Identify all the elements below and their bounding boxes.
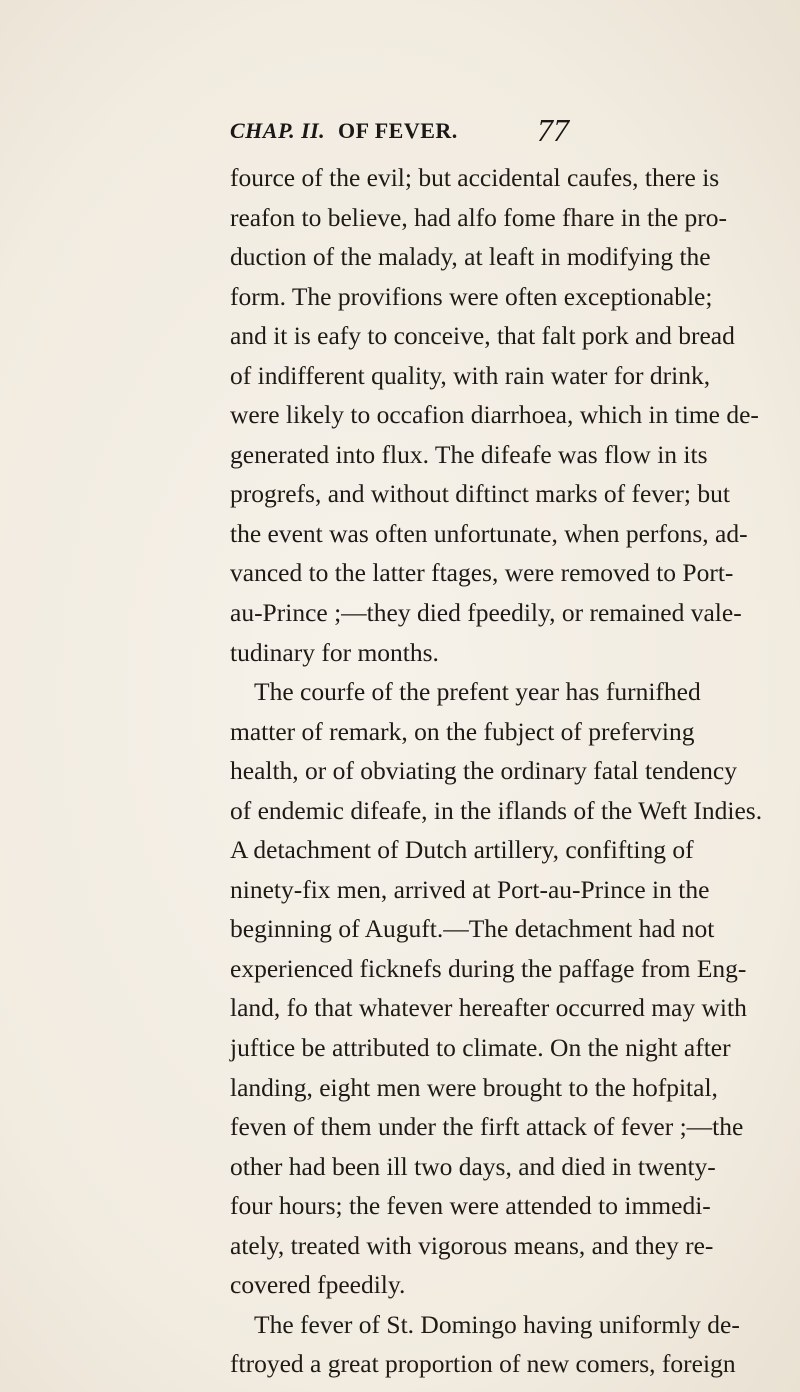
text-line: tudinary for months. bbox=[230, 637, 439, 667]
running-header bbox=[0, 112, 800, 156]
text-line: four hours; the feven were attended to immedi- bbox=[230, 1191, 711, 1221]
text-line: beginning of Auguft.—The detachment had not bbox=[230, 914, 715, 944]
text-line: generated into flux. The difeafe was flow in its bbox=[230, 439, 708, 469]
text-line: land, fo that whatever hereafter occurred may with bbox=[230, 993, 747, 1023]
text-line: ninety-fix men, arrived at Port-au-Prince in the bbox=[230, 874, 710, 904]
text-line: progrefs, and without diftinct marks of fever; but bbox=[230, 479, 730, 509]
text-line: covered fpeedily. bbox=[230, 1270, 406, 1300]
header-title: OF FEVER. bbox=[338, 118, 458, 143]
text-line: The fever of St. Domingo having uniformly de- bbox=[254, 1309, 740, 1339]
text-line: The courfe of the prefent year has furnifhed bbox=[254, 677, 701, 707]
text-line: experienced ficknefs during the paffage from Eng- bbox=[230, 953, 747, 983]
text-line: of endemic difeafe, in the iflands of the Weft Indies. bbox=[230, 795, 763, 825]
text-line: landing, eight men were brought to the hofpital, bbox=[230, 1072, 718, 1102]
text-line: reafon to believe, had alfo fome fhare in the pro- bbox=[230, 202, 728, 232]
page-number: 77 bbox=[537, 112, 569, 148]
text-line: feven of them under the firft attack of fever ;—the bbox=[230, 1112, 744, 1142]
text-line: the event was often unfortunate, when perfons, ad- bbox=[230, 518, 748, 548]
text-line: A detachment of Dutch artillery, confifting of bbox=[230, 835, 694, 865]
text-line: health, or of obviating the ordinary fatal tendency bbox=[230, 756, 737, 786]
text-line: were likely to occafion diarrhoea, which in time de- bbox=[230, 400, 759, 430]
text-line: other had been ill two days, and died in twenty- bbox=[230, 1151, 716, 1181]
body-text bbox=[230, 158, 763, 1384]
text-line: duction of the malady, at leaft in modifying the bbox=[230, 242, 711, 272]
chapter-label: CHAP. II. bbox=[230, 118, 326, 143]
text-line: form. The provifions were often exceptionable; bbox=[230, 281, 713, 311]
text-line: au-Prince ;—they died fpeedily, or remained vale- bbox=[230, 598, 742, 628]
text-line: vanced to the latter ftages, were removed to Port- bbox=[230, 558, 734, 588]
text-line: juftice be attributed to climate. On the night after bbox=[230, 1033, 731, 1063]
text-line: and it is eafy to conceive, that falt pork and bread bbox=[230, 321, 735, 351]
text-line: fource of the evil; but accidental caufes, there is bbox=[230, 163, 720, 192]
text-line: ftroyed a great proportion of new comers, foreign bbox=[230, 1349, 736, 1379]
text-line: matter of remark, on the fubject of preferving bbox=[230, 716, 695, 746]
text-line: of indifferent quality, with rain water for drink, bbox=[230, 360, 711, 390]
text-line: ately, treated with vigorous means, and they re- bbox=[230, 1230, 714, 1260]
